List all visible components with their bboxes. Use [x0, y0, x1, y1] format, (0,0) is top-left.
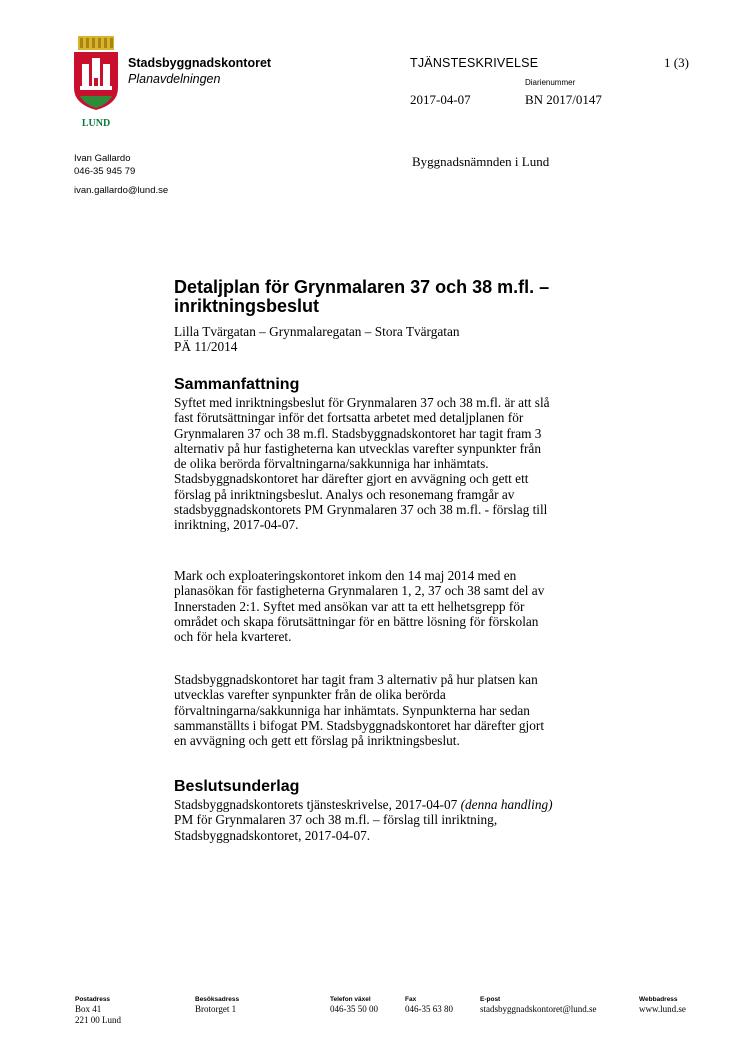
text-line: planasökan för fastigheterna Grynmalaren 1, 2, 37 och 38 samt del av — [174, 583, 545, 599]
text-line: Mark och exploateringskontoret inkom den 14 maj 2014 med en — [174, 568, 517, 583]
text-line: alternativ på hur fastigheterna kan utvecklas varefter synpunkter från — [174, 440, 541, 456]
logo-text: LUND — [81, 118, 111, 128]
footer-value: Box 41 — [75, 1004, 102, 1014]
footer-website — [639, 996, 686, 1015]
recipient: Byggnadsnämnden i Lund — [412, 154, 550, 169]
footer-label: Webbadress — [639, 996, 678, 1003]
footer-fax — [405, 996, 453, 1015]
basis-line-1-note: (denna handling) — [460, 797, 553, 812]
summary-paragraph-2 — [174, 568, 614, 644]
contact-name: Ivan Gallardo — [74, 153, 131, 164]
text-line: de olika berörda förvaltningarna/sakkunniga har inhämtats. — [174, 456, 489, 472]
basis-line-2: PM för Grynmalaren 37 och 38 m.fl. – förslag till inriktning, — [174, 812, 498, 828]
footer-label: Postadress — [75, 996, 111, 1003]
diarie-label: Diarienummer — [525, 78, 576, 87]
basis-list — [174, 797, 614, 843]
page-number: 1 (3) — [664, 55, 689, 70]
organization-name: Stadsbyggnadskontoret — [128, 56, 272, 70]
text-line: fast förutsättningar inför det fortsatta arbetet med detaljplanen för — [174, 410, 524, 426]
text-line: inriktning, 2017-04-07. — [174, 517, 299, 533]
summary-heading: Sammanfattning — [174, 376, 300, 393]
footer-value: Brotorget 1 — [195, 1004, 237, 1014]
footer-value: 046-35 50 00 — [330, 1004, 378, 1014]
summary-paragraph-3 — [174, 672, 614, 748]
basis-line-1-text: Stadsbyggnadskontorets tjänsteskrivelse, 2017-04-07 — [174, 797, 458, 812]
document-type: TJÄNSTESKRIVELSE — [410, 56, 539, 70]
title-line-2: inriktningsbeslut — [174, 296, 320, 316]
document-subtitle — [174, 324, 460, 355]
text-line: området och skapa förutsättningar för en bättre lösning för förskolan — [174, 613, 539, 629]
text-line: och för hela kvarteret. — [174, 629, 292, 645]
diarie-number: BN 2017/0147 — [525, 92, 602, 107]
text-line: Innerstaden 2:1. Syftet med ansökan var att ta ett helhetsgrepp för — [174, 598, 525, 614]
footer-website-link[interactable]: www.lund.se — [639, 1004, 686, 1014]
footer-label: E-post — [480, 996, 501, 1003]
text-line: sammanställts i bifogat PM. Stadsbyggnadskontoret har därefter gjort — [174, 717, 545, 733]
footer-phone — [330, 996, 378, 1015]
text-line: Stadsbyggnadskontoret har därefter gjort en avvägning och gett ett — [174, 471, 529, 487]
footer-visiting-address — [195, 996, 239, 1015]
organization-department: Planavdelningen — [128, 72, 221, 86]
document-date: 2017-04-07 — [410, 92, 471, 107]
summary-paragraph-1 — [174, 395, 614, 533]
text-line: Stadsbyggnadskontoret har tagit fram 3 alternativ på hur platsen kan — [174, 672, 538, 687]
contact-phone: 046-35 945 79 — [74, 165, 136, 177]
basis-line-1 — [174, 797, 614, 812]
basis-heading: Beslutsunderlag — [174, 778, 300, 795]
footer-value: 046-35 63 80 — [405, 1004, 453, 1014]
footer-label: Telefon växel — [330, 996, 371, 1003]
text-line: förvaltningarna/sakkunniga har inhämtats. Synpunkterna har sedan — [174, 702, 530, 718]
text-line: Grynmalaren 37 och 38 m.fl. Stadsbyggnadskontoret har tagit fram 3 — [174, 425, 542, 441]
text-line: utvecklas varefter synpunkter från de olika berörda — [174, 687, 446, 703]
contact-email[interactable]: ivan.gallardo@lund.se — [74, 185, 169, 196]
title-line-1: Detaljplan för Grynmalaren 37 och 38 m.fl. – — [174, 277, 550, 297]
footer-label: Fax — [405, 996, 417, 1003]
subtitle-streets: Lilla Tvärgatan – Grynmalaregatan – Stora Tvärgatan — [174, 324, 460, 339]
footer-postal-address — [75, 996, 121, 1025]
text-line: Syftet med inriktningsbeslut för Grynmalaren 37 och 38 m.fl. är att slå — [174, 395, 550, 410]
text-line: en avvägning och gett ett förslag på inriktningsbeslut. — [174, 733, 460, 749]
subtitle-case-number: PÄ 11/2014 — [174, 339, 238, 355]
lund-coat-of-arms-logo — [72, 36, 120, 128]
footer-email — [480, 996, 597, 1015]
lund-crest-icon — [72, 36, 120, 128]
footer-value: 221 00 Lund — [75, 1014, 121, 1025]
basis-line-3: Stadsbyggnadskontoret, 2017-04-07. — [174, 827, 371, 843]
footer-label: Besöksadress — [195, 996, 240, 1003]
contact-block — [74, 153, 168, 198]
footer-email-link[interactable]: stadsbyggnadskontoret@lund.se — [480, 1004, 597, 1014]
text-line: förslag på inriktningsbeslut. Analys och resonemang framgår av — [174, 486, 515, 502]
document-title — [174, 278, 549, 316]
text-line: stadsbyggnadskontorets PM Grynmalaren 37 och 38 m.fl. - förslag till — [174, 502, 548, 518]
